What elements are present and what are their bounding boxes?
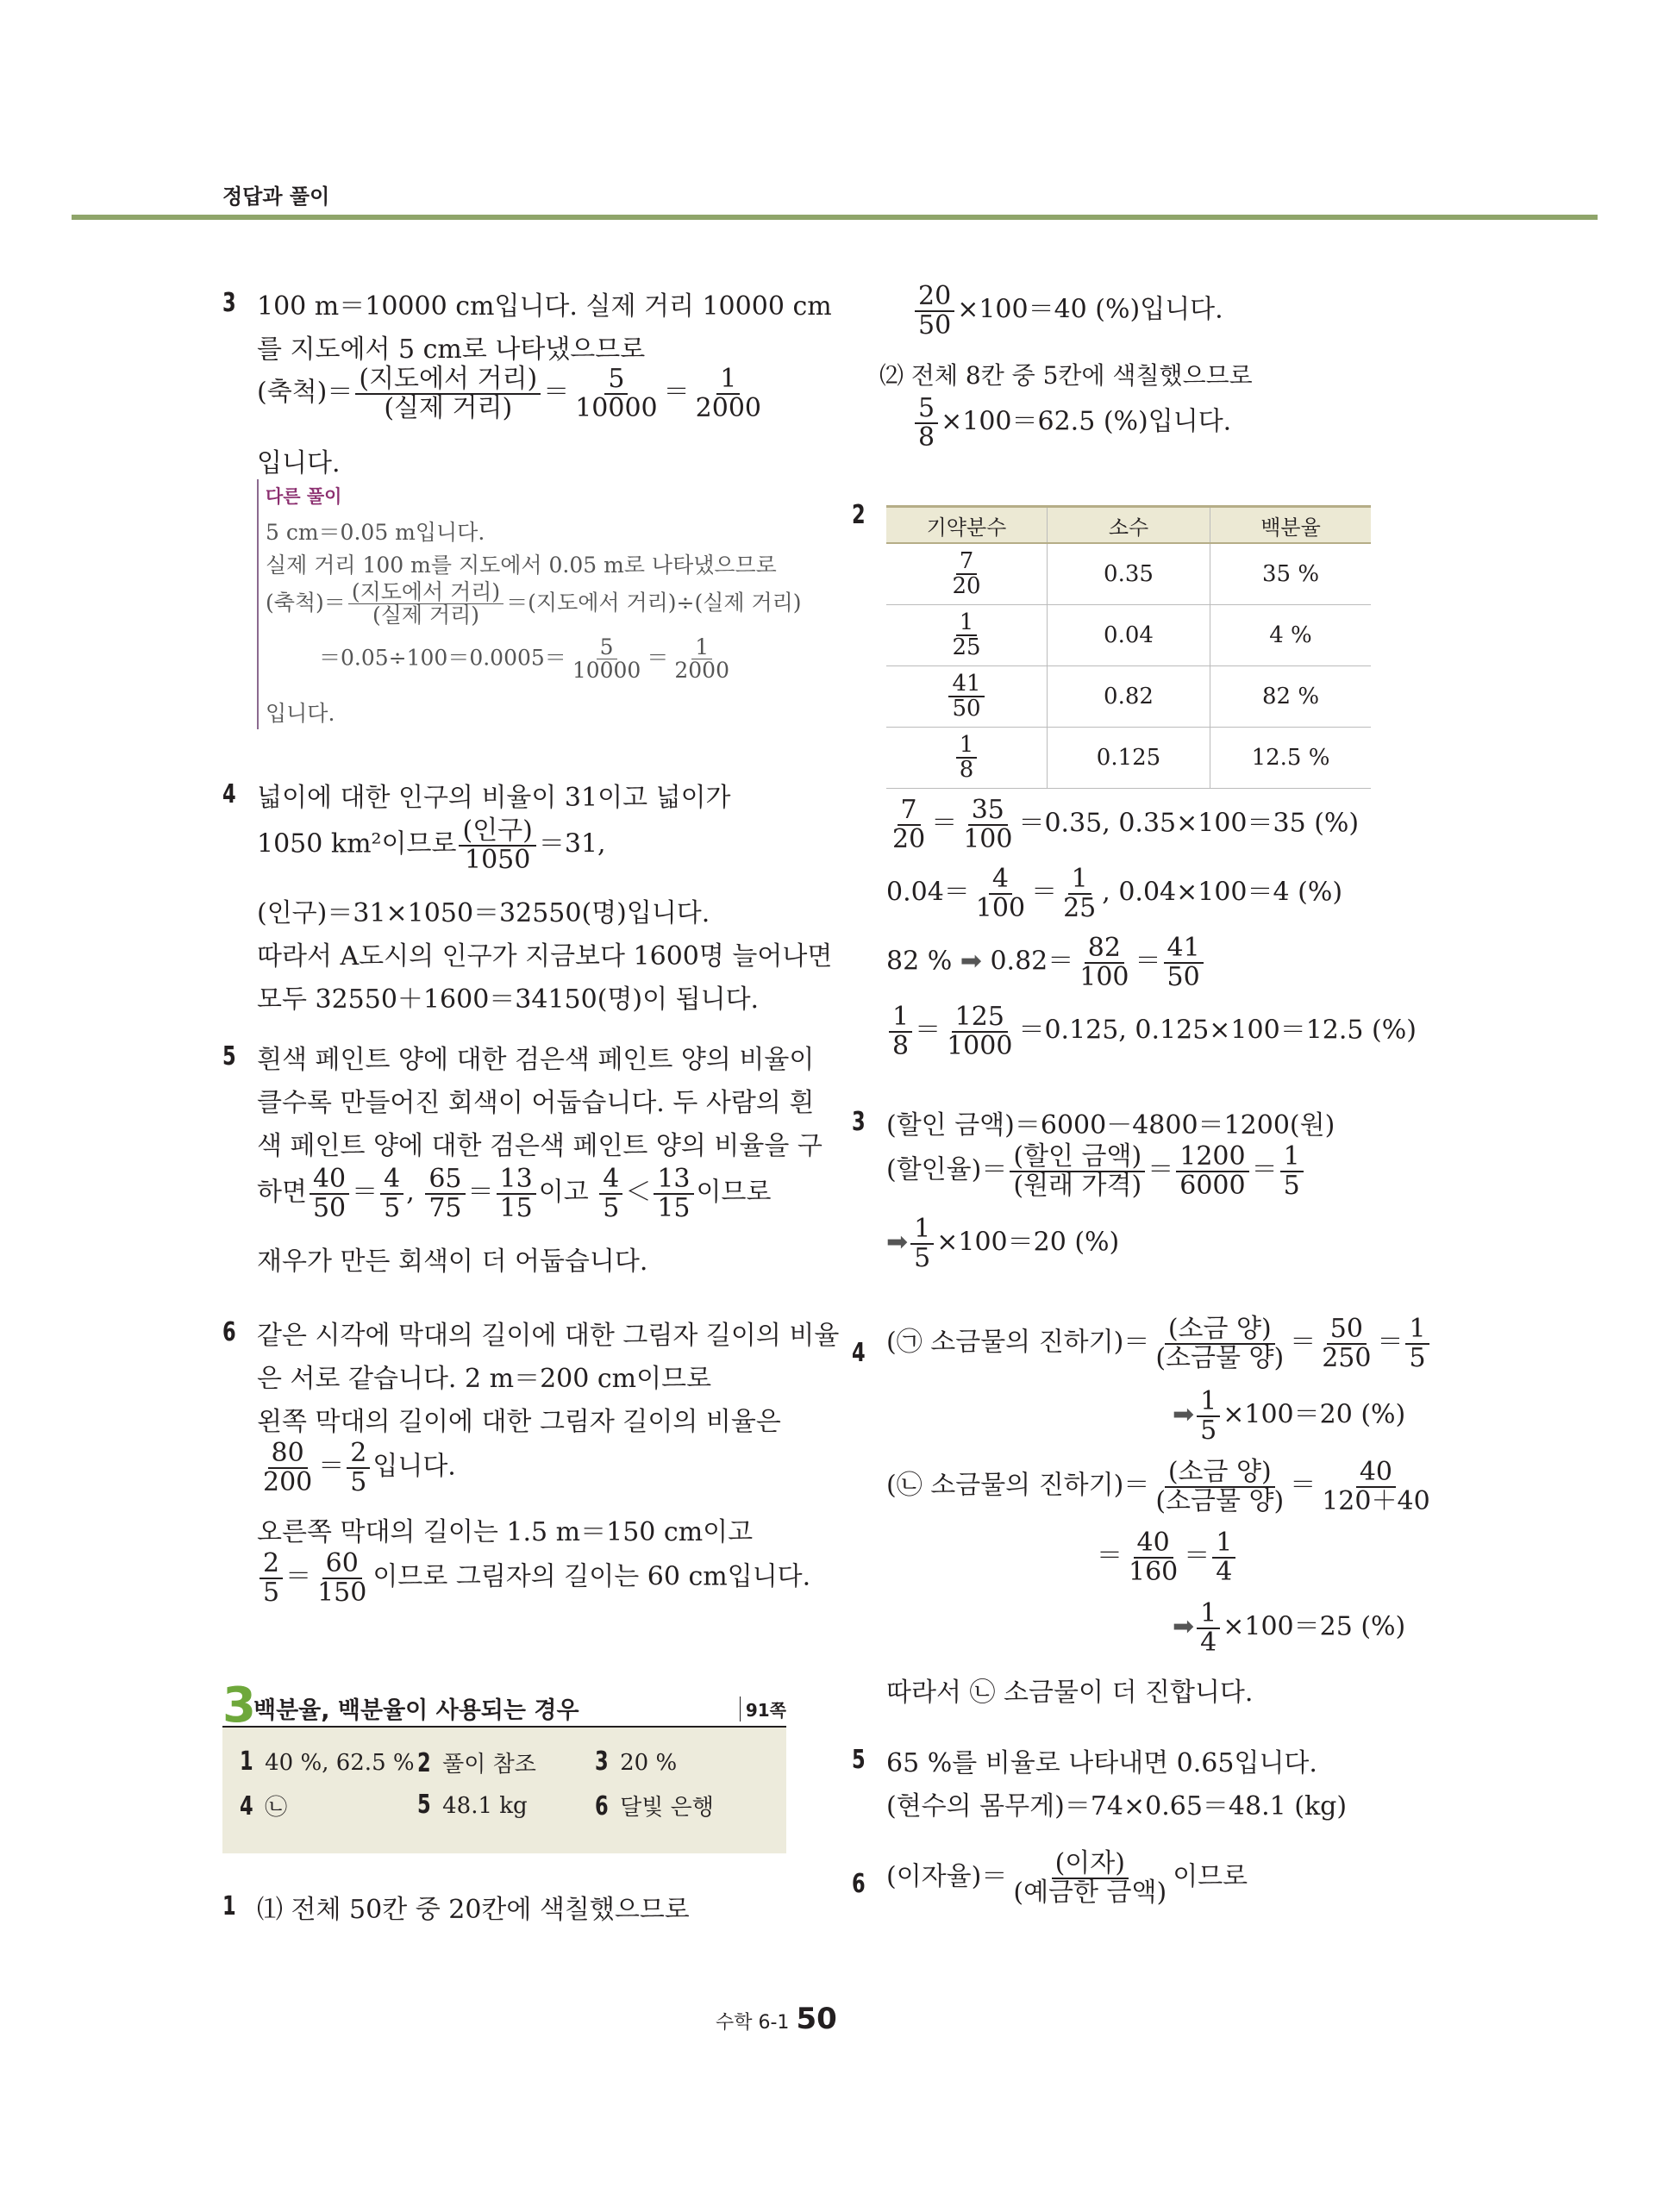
problem-number: 5	[852, 1745, 866, 1775]
answer-item: 4 ㉡	[240, 1791, 288, 1821]
fraction: $\frac{1}{8}$	[956, 734, 978, 783]
fraction: $\frac{1}{5}$	[910, 1215, 934, 1272]
text-line: 따라서 A도시의 인구가 지금보다 1600명 늘어나면	[257, 941, 833, 972]
text: (축척)＝	[257, 377, 353, 408]
fraction: $\frac{1}{5}$	[1405, 1315, 1429, 1372]
alternative-solution-tag: 다른 풀이	[266, 486, 342, 507]
arrow-icon: ➡	[1173, 1399, 1195, 1430]
column-header: 소수	[1048, 507, 1210, 544]
text-line: 은 서로 같습니다. 2 m＝200 cm이므로	[257, 1364, 712, 1394]
text-line: ⑴ 전체 50칸 중 20칸에 색칠했으므로	[257, 1895, 690, 1925]
equation-line: (할인율)＝ $\frac{\text{(할인 금액)}}{\text{(원래 가격)}}$ ＝ $\frac{1200}{6000}$ ＝ $\frac{1}{5}$	[886, 1143, 1306, 1199]
fraction: $\frac{2}{5}$	[347, 1440, 370, 1496]
text-line: 65 %를 비율로 나타내면 0.65입니다.	[886, 1748, 1317, 1778]
fraction: $\frac{2}{5}$	[260, 1550, 283, 1606]
equation-line: (㉡ 소금물의 진하기)＝ $\frac{\text{(소금 양)}}{\text{(소금물 양)}}$ ＝ $\frac{40}{120+40}$	[886, 1459, 1436, 1515]
conversion-table	[886, 505, 1371, 789]
text-line: 따라서 ㉡ 소금물이 더 진합니다.	[886, 1678, 1254, 1708]
text-line: (현수의 몸무게)＝74×0.65＝48.1 (kg)	[886, 1791, 1348, 1821]
equation-line: 0.04＝ $\frac{4}{100}$ ＝ $\frac{1}{25}$ , 0.04×100＝4 (%)	[886, 864, 1343, 923]
equation-line: ➡ $\frac{1}{4}$ ×100＝25 (%)	[1173, 1598, 1406, 1658]
table-row	[886, 605, 1371, 666]
answer-item: 1 40 %, 62.5 %	[240, 1746, 415, 1777]
answer-item: 3 20 %	[595, 1746, 678, 1777]
equation-line: 하면 $\frac{40}{50}$ ＝ $\frac{4}{5}$ , $\frac{65}{75}$ ＝ $\frac{13}{15}$ 이고 $\frac{4}{5}$ ＜ $\frac{13}{15}$ 이므로	[257, 1164, 772, 1223]
fraction: $\frac{\text{(지도에서 거리)}}{\text{(실제 거리)}}$	[355, 366, 541, 422]
answer-item: 6 달빛 은행	[595, 1791, 714, 1821]
fraction: $\frac{7}{20}$	[892, 795, 926, 854]
equation-line: (㉠ 소금물의 진하기)＝ $\frac{\text{(소금 양)}}{\text{(소금물 양)}}$ ＝ $\frac{50}{250}$ ＝ $\frac{1}{5}$	[886, 1315, 1432, 1372]
fraction: $\frac{5}{10000}$	[572, 634, 641, 684]
fraction: $\frac{1}{4}$	[1197, 1600, 1220, 1656]
fraction: $\frac{65}{75}$	[425, 1165, 465, 1222]
fraction: $\frac{\text{(지도에서 거리)}}{\text{(실제 거리)}}$	[348, 581, 504, 628]
text-line: 재우가 만든 회색이 더 어둡습니다.	[257, 1247, 648, 1277]
arrow-icon: ➡	[960, 946, 982, 977]
fraction: $\frac{13}{15}$	[497, 1165, 536, 1222]
section-page-ref: 91쪽	[740, 1696, 786, 1721]
fraction: $\frac{\text{(소금 양)}}{\text{(소금물 양)}}$	[1155, 1457, 1285, 1516]
table-cell: 35 %	[1210, 543, 1372, 605]
text-line: ⑵ 전체 8칸 중 5칸에 색칠했으므로	[879, 361, 1253, 390]
fraction: $\frac{13}{15}$	[654, 1165, 693, 1222]
text-line: 100 m＝10000 cm입니다. 실제 거리 10000 cm	[257, 291, 832, 322]
fraction: $\frac{35}{100}$	[963, 795, 1013, 854]
equation-line: (축척)＝ $\frac{\text{(지도에서 거리)}}{\text{(실제 거리)}}$ ＝ $\frac{5}{10000}$ ＝ $\frac{1}{2000}$	[257, 366, 767, 422]
fraction: $\frac{80}{200}$	[263, 1438, 313, 1497]
fraction: $\frac{1}{25}$	[952, 609, 981, 660]
text-line: 실제 거리 100 m를 지도에서 0.05 m로 나타냈으므로	[266, 553, 777, 578]
text-line: 클수록 만들어진 회색이 어둡습니다. 두 사람의 흰	[257, 1088, 815, 1118]
section-badge: 3	[222, 1678, 256, 1734]
text-line: 흰색 페인트 양에 대한 검은색 페인트 양의 비율이	[257, 1045, 815, 1075]
problem-number: 6	[222, 1317, 236, 1347]
text-line: 같은 시각에 막대의 길이에 대한 그림자 길이의 비율	[257, 1321, 840, 1351]
answer-item: 2 풀이 참조	[417, 1748, 536, 1778]
fraction: $\frac{1}{5}$	[1280, 1143, 1304, 1199]
fraction: $\frac{1}{5}$	[1197, 1388, 1220, 1444]
text-line: 입니다.	[257, 448, 341, 478]
fraction: $\frac{20}{50}$	[915, 283, 954, 339]
footer-subject: 수학 6-1	[716, 2012, 790, 2034]
fraction: $\frac{1200}{6000}$	[1176, 1143, 1248, 1199]
fraction: $\frac{\text{(이자)}}{\text{(예금한 금액)}}$	[1013, 1848, 1167, 1908]
fraction: $\frac{5}{10000}$	[575, 364, 658, 423]
problem-number: 2	[852, 500, 866, 530]
table-row	[886, 728, 1371, 789]
fraction: $\frac{\text{(인구)}}{1050}$	[459, 817, 535, 873]
page-number: 50	[796, 2002, 837, 2036]
fraction: $\frac{1}{2000}$	[695, 364, 761, 423]
text-line: 넓이에 대한 인구의 비율이 31이고 넓이가	[257, 783, 731, 813]
equation-line: 82 % ➡ 0.82＝ $\frac{82}{100}$ ＝ $\frac{41}{50}$	[886, 934, 1206, 990]
column-header: 백분율	[1210, 507, 1372, 544]
fraction: $\frac{1}{2000}$	[674, 634, 729, 684]
fraction: $\frac{60}{150}$	[317, 1548, 367, 1608]
fraction: $\frac{41}{50}$	[948, 672, 984, 722]
text-line: 입니다.	[266, 701, 335, 726]
equation-line: ＝ $\frac{40}{160}$ ＝ $\frac{1}{4}$	[1097, 1529, 1238, 1585]
fraction: $\frac{7}{20}$	[952, 547, 981, 599]
column-header: 기약분수	[886, 507, 1048, 544]
fraction: $\frac{4}{5}$	[380, 1165, 403, 1222]
arrow-icon: ➡	[1173, 1611, 1195, 1642]
table-cell: 0.04	[1048, 605, 1210, 666]
page-footer	[716, 2002, 837, 2036]
problem-number: 3	[852, 1107, 866, 1137]
fraction: $\frac{40}{50}$	[310, 1165, 349, 1222]
equation-line: 1050 km²이므로 $\frac{\text{(인구)}}{1050}$ ＝31,	[257, 815, 606, 875]
problem-number: 4	[852, 1338, 866, 1368]
equation-line: $\frac{20}{50}$ ×100＝40 (%)입니다.	[912, 283, 1223, 339]
section-title-bar	[222, 1678, 786, 1734]
fraction: $\frac{5}{8}$	[915, 395, 938, 451]
table-cell: 0.125	[1048, 728, 1210, 789]
table-cell: 12.5 %	[1210, 728, 1372, 789]
table-cell: 0.35	[1048, 543, 1210, 605]
text-line: 를 지도에서 5 cm로 나타냈으므로	[257, 334, 646, 365]
text-line: 왼쪽 막대의 길이에 대한 그림자 길이의 비율은	[257, 1407, 781, 1437]
fraction: $\frac{50}{250}$	[1322, 1314, 1372, 1373]
equation-line: $\frac{5}{8}$ ×100＝62.5 (%)입니다.	[912, 395, 1231, 451]
fraction: $\frac{\text{(할인 금액)}}{\text{(원래 가격)}}$	[1010, 1143, 1145, 1199]
fraction: $\frac{\text{(소금 양)}}{\text{(소금물 양)}}$	[1155, 1314, 1285, 1373]
equation-line: (축척)＝ $\frac{\text{(지도에서 거리)}}{\text{(실제 거리)}}$ ＝(지도에서 거리)÷(실제 거리)	[266, 579, 802, 628]
text-line: (할인 금액)＝6000－4800＝1200(원)	[886, 1110, 1335, 1140]
fraction: $\frac{4}{5}$	[599, 1165, 622, 1222]
fraction: $\frac{40}{160}$	[1129, 1528, 1179, 1587]
table-cell: 82 %	[1210, 666, 1372, 728]
table-row	[886, 666, 1371, 728]
equation-line: (이자율)＝ $\frac{\text{(이자)}}{\text{(예금한 금액)}}$ 이므로	[886, 1848, 1248, 1908]
fraction: $\frac{1}{8}$	[889, 1003, 912, 1059]
equation-line: ➡ $\frac{1}{5}$ ×100＝20 (%)	[886, 1214, 1120, 1273]
page-header-title: 정답과 풀이	[222, 184, 330, 209]
fraction: $\frac{1}{25}$	[1063, 864, 1097, 923]
fraction: $\frac{40}{120+40}$	[1322, 1457, 1430, 1516]
equation-line: $\frac{2}{5}$ ＝ $\frac{60}{150}$ 이므로 그림자의 길이는 60 cm입니다.	[257, 1550, 810, 1606]
equation-line: ＝0.05÷100＝0.0005＝ $\frac{5}{10000}$ ＝ $\frac{1}{2000}$	[319, 636, 735, 683]
text-line: 모두 32550＋1600＝34150(명)이 됩니다.	[257, 984, 760, 1015]
problem-number: 6	[852, 1869, 866, 1899]
equation-line: ➡ $\frac{1}{5}$ ×100＝20 (%)	[1173, 1386, 1406, 1446]
problem-number: 1	[222, 1891, 236, 1921]
problem-number: 4	[222, 779, 236, 809]
answer-item: 5 48.1 kg	[417, 1790, 528, 1820]
fraction: $\frac{41}{50}$	[1164, 934, 1204, 990]
header-rule	[72, 215, 1598, 220]
equation-line: $\frac{1}{8}$ ＝ $\frac{125}{1000}$ ＝0.125, 0.125×100＝12.5 (%)	[886, 1003, 1417, 1059]
section-title: 백분율, 백분율이 사용되는 경우	[253, 1697, 579, 1724]
fraction: $\frac{1}{4}$	[1212, 1529, 1235, 1585]
text-line: 색 페인트 양에 대한 검은색 페인트 양의 비율을 구	[257, 1131, 822, 1161]
text-line: (인구)＝31×1050＝32550(명)입니다.	[257, 898, 710, 928]
text-line: 5 cm＝0.05 m입니다.	[266, 520, 485, 545]
text-line: 오른쪽 막대의 길이는 1.5 m＝150 cm이고	[257, 1517, 754, 1547]
problem-number: 5	[222, 1041, 236, 1072]
alternative-solution-box	[257, 479, 802, 729]
equation-line: $\frac{7}{20}$ ＝ $\frac{35}{100}$ ＝0.35, 0.35×100＝35 (%)	[886, 797, 1359, 853]
arrow-icon: ➡	[886, 1227, 909, 1258]
table-cell: 0.82	[1048, 666, 1210, 728]
table-cell: 4 %	[1210, 605, 1372, 666]
fraction: $\frac{82}{100}$	[1079, 933, 1129, 992]
problem-number: 3	[222, 288, 236, 318]
equation-line: $\frac{80}{200}$ ＝ $\frac{2}{5}$ 입니다.	[257, 1440, 456, 1496]
table-row	[886, 543, 1371, 605]
fraction: $\frac{125}{1000}$	[947, 1002, 1013, 1061]
table-header-row	[886, 507, 1371, 544]
fraction: $\frac{4}{100}$	[975, 864, 1026, 923]
